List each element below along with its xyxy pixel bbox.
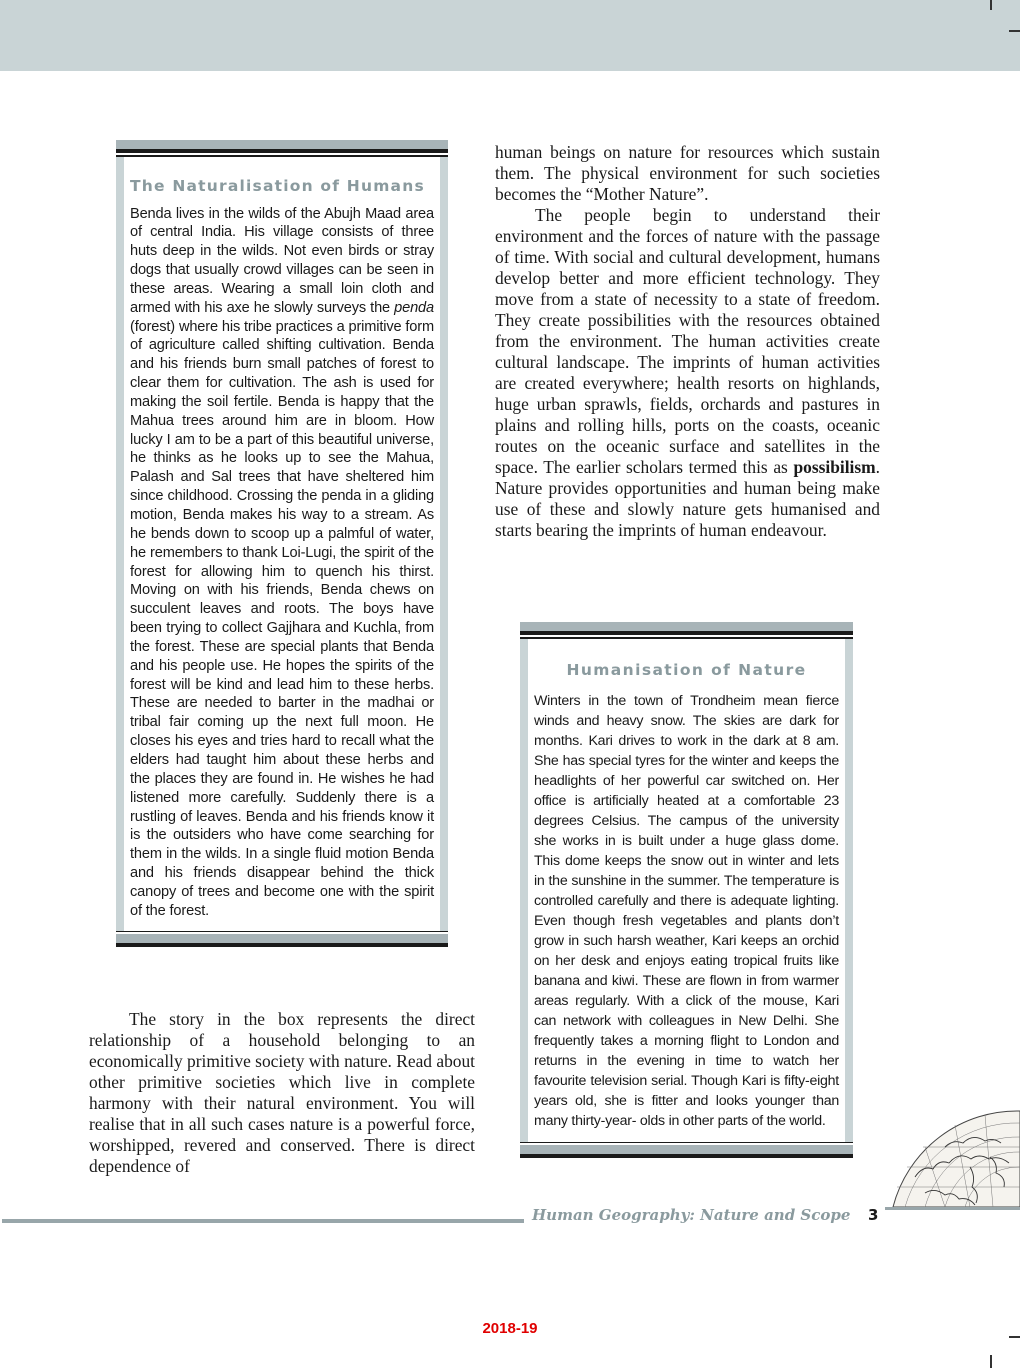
left-column-text [89,1009,475,1177]
edition-year: 2018-19 [482,1320,538,1337]
box-content [520,639,853,1142]
crop-mark-top-horizontal [1009,30,1020,32]
header-band [0,0,1020,71]
crop-mark-top-vertical [990,0,992,10]
box-top-bar [520,622,853,631]
page-number: 3 [868,1206,879,1224]
sidebar-box-naturalisation [116,140,448,947]
box-bottom-bar [520,1145,853,1154]
crop-mark-bottom-vertical [990,1355,992,1368]
footer-rule [2,1219,524,1223]
paragraph: The story in the box represents the direct relationship of a household belonging to an economically primitive society with nature. Read about other primitive societies which live in complete harmony with their natural environment. You will realise that in all such cases nature is a powerful force, worshipped, revered and conserved. There is direct dependence of [89,1009,475,1176]
box-title: Humanisation of Nature [566,660,807,679]
box-bottom-rule [116,943,448,947]
sidebar-box-humanisation [520,622,853,1158]
paragraph: human beings on nature for resources which sustain them. The physical environment for such societies becomes the “Mother Nature”. [495,142,880,204]
globe-base-rule [885,1207,1020,1210]
box-body-text: Benda lives in the wilds of the Abujh Maad area of central India. His village consists of three huts deep in the wilds. Not even birds or stray dogs that usually crowd villages can be seen in these areas. Wearing a small loin cloth and armed with his axe he slowly surveys the penda (forest) where his tribe practices a primitive form of agriculture called shifting cultivation. Benda and his friends burn small patches of forest to clear them for cultivation. The ash is used for making the soil fertile. Benda is happy that the Mahua trees around him are in bloom. How lucky I am to be a part of this beautiful universe, he thinks as he looks up to see the Mahua, Palash and Sal trees that have sheltered him since childhood. Crossing the penda in a gliding motion, Benda makes his way to a stream. As he bends down to scoop up a palmful of water, he remembers to thank Loi-Lugi, the spirit of the forest for allowing him to quench his thirst. Moving on with his friends, Benda chews on succulent leaves and roots. The boys have been trying to collect Gajjhara and Kuchla, from the forest. These are special plants that Benda and his people use. He hopes the spirits of the forest will be kind and lead him to these herbs. These are needed to barter in the madhai or tribal fair coming up the next full moon. He closes his eyes and tries hard to recall what the elders had taught him about these herbs and the places they are found in. He wishes he had listened more carefully. Suddenly there is a rustling of leaves. Benda and his friends know it is the outsiders who have come searching for them in the wilds. In a single fluid motion Benda and his friends disappear behind the thick canopy of trees and become one with the spirit of the forest. [130,205,434,919]
box-bottom-bar [116,934,448,943]
italic-term-penda: penda [394,299,434,316]
box-bottom-rule [520,1154,853,1158]
paragraph: The people begin to understand their environment and the forces of nature with the passage of time. With social and cultural development, humans develop better and more efficient technology. They move from a state of necessity to a state of freedom. They create possibilities with the resources obtained from the environment. The human activities create cultural landscape. The imprints of human activities are created everywhere; health resorts on highlands, huge urban sprawls, fields, orchards and pastures in plains and rolling hills, ports on the coasts, oceanic routes on the oceanic surface and satellites in the space. The earlier scholars termed this as possibilism. Nature provides opportunities and human being make use of these and slowly nature gets humanised and starts bearing the imprints of human endeavour. [495,205,880,540]
right-column-text [495,142,880,541]
box-body-text: Winters in the town of Trondheim mean fierce winds and heavy snow. The skies are dark for months. Kari drives to work in the dark at 8 am. She has special tyres for the winter and keeps the headlights of her powerful car switched on. Her office is artificially heated at a comfortable 23 degrees Celsius. The campus of the university she works in is built under a huge glass dome. This dome keeps the snow out in winter and lets in the sunshine in the summer. The temperature is controlled carefully and there is adequate lighting. Even though fresh vegetables and plants don’t grow in such harsh weather, Kari keeps an orchid on her desk and enjoys eating tropical fruits like banana and kiwi. These are flown in from warmer areas regularly. With a click of the mouse, Kari can network with colleagues in New Delhi. She frequently takes a morning flight to London and returns in the evening in time to watch her favourite television serial. Though Kari is fifty-eight years old, she is fitter and looks younger than many thirty-year- olds in other parts of the world. [534,692,839,1130]
key-term-possibilism: possibilism [793,457,876,477]
globe-map-icon [885,1107,1020,1211]
running-footer-title: Human Geography: Nature and Scope [532,1206,851,1224]
box-title: The Naturalisation of Humans [130,176,425,195]
box-content [116,157,448,931]
box-top-bar [116,140,448,149]
